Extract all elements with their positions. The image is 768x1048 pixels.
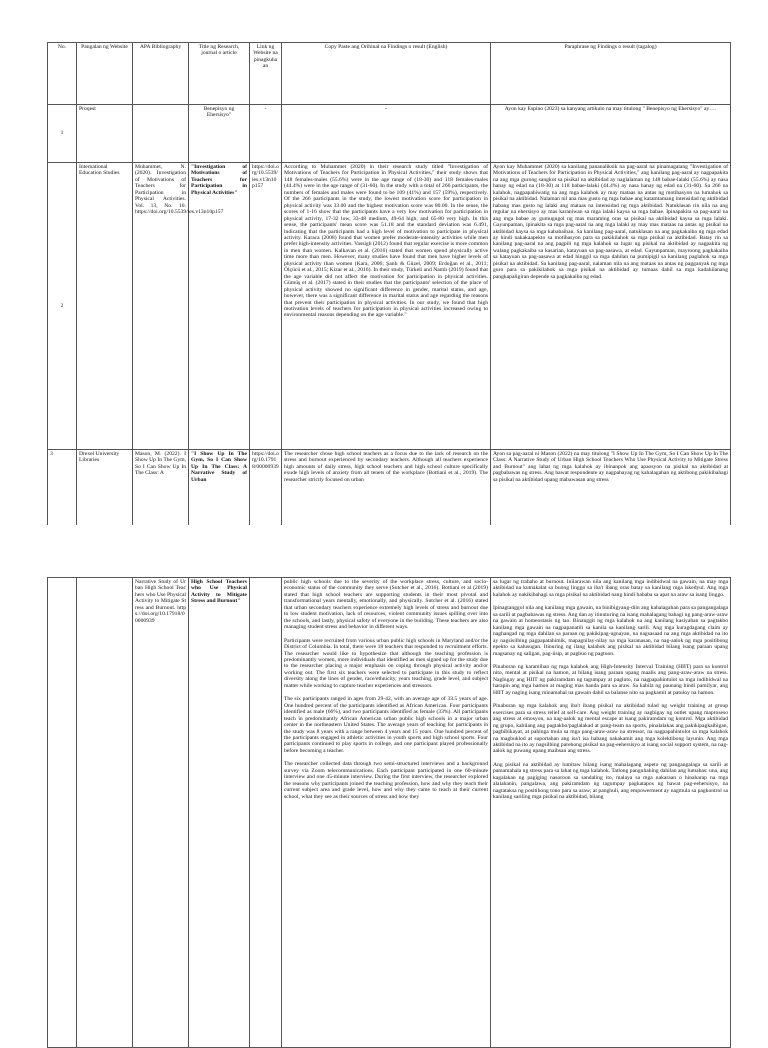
row-number: 2 <box>48 163 77 450</box>
table-row <box>48 450 731 527</box>
english-paragraph: The researcher collected data through two semi-structured interviews and a background survey via Zoom telecommunications. Each participant participated in one 60-minute interview and one 45-minute interview. During the first interview, the researcher explored the reasons why participants joined the teaching profession, how and why they teach their current subject area and grade level, how and why they came to teach at their current school, what they see as their sources of stress and how they <box>284 761 488 800</box>
row-english: - <box>282 105 491 163</box>
table-header-row <box>48 43 731 105</box>
table-row <box>48 163 731 450</box>
row-english: The researcher chose high school teachers as a focus due to the lack of research on the stress and burnout experienced by secondary teachers. Although all teachers experience high amounts of daily stress, high school teachers and high school culture specifically exude high levels of anxiety from all tenets of the workplace (Bottiani et al., 2019). The researcher strictly focused on urban <box>282 450 491 527</box>
english-paragraph: public high schools due to the severity of the workplace stress, culture, and socio-economic status of the community they serve (Sutcher et al., 2016). Bottiani et al (2019) stated that high school teachers are supporting students in their most pivotal and transformational years mentally, emotionally, and physically. Sutcher et al. (2016) stated that urban secondary teachers experience extremely high levels of stress and burnout due to low student motivation, lack of resources, violent community issues spilling over into the schools, and lastly, physical safety of everyone in the building. These teachers are also managing student stress and behavior in different ways. <box>284 579 488 631</box>
row-tagalog <box>491 578 731 1048</box>
row-website: Proqest <box>77 105 133 163</box>
row-number: 1 <box>48 105 77 163</box>
header-link: Link ng Website na pinagkuha an <box>250 43 282 105</box>
header-tagalog: Paraphrase ng Findings o result (tagalog) <box>491 43 731 105</box>
tagalog-paragraph: Pinaboran ng mga kalahok ang iba't ibang pisikal na aktibidad tulad ng weight training at group exercises para sa stress relief at self-care. Ang weight training ay nagbigay ng outlet upang maproseso ang stress at emosyon, na nag-aalok ng mental escape at isang pakiramdam ng kontrol. Mga aktibidad ng grupo, kabilang ang pagtakbo/paglalakad at pang-team na sports, pinalalakas ang pakikipagkaibigan, pagbibikayat, at pahinga mula sa mga pang-araw-araw na stressor, na nagpapahintulot sa mga kalahok na magbuklod at suportahan ang isa't isa habang nakakamit ang mga kolektibong layunin. Ang mga aktibidad na ito ay nagsilbing parehong pisikal na pag-eehersisyo at isang social support system, na nag-aalok ng puwang upang maibsan ang stress. <box>493 703 728 755</box>
table-row <box>48 578 731 1048</box>
row-tagalog: Ayon kay Espino (2023) sa kanyang artikulo na may titulong " Benepisyo ng Ehersisyo" ay…. <box>491 105 731 163</box>
header-website: Pangalan ng Website <box>77 43 133 105</box>
row-link[interactable]: https://doi.org/10.5539/ies.v13n10p157 <box>250 163 282 450</box>
page-2 <box>0 565 768 1024</box>
tagalog-paragraph: Ipinagtanggol nila ang kanilang mga gawain, na binibigyang-diin ang kahalagahan para sa pangangalaga sa sarili at pagbabawas ng stress. Ang dan ay itinuturing na isang mahalagang bahagi ng pang-araw-araw na gawain at homeostasis ng tao. Binanggit ng mga kalahok na ang kanilang kasiyahan sa pagtakbo kanilang mga gawain na nagpapanatili sa kanila sa kanilang sarili. Ang mga kuragdagang claim ay naghangad ng mga dahilan sa paraan ng pakikipag-ugnayan, na nagsasaad na ang mga aktibidad na ito ay nagsisilbing pagpapatahimik, mapagnilay-nilay na mga karanasan, na nag-aalok ng mga positibong epekto sa kalusugan. Itinuring ng ilang kalahok ang pisikal na aktibidad bilang isang paraan upang magsanay ng saligan, pag-iisip, at pagbuo ng pagtuon. <box>493 605 728 657</box>
research-table <box>47 42 731 527</box>
row-website: International Education Studies <box>77 163 133 450</box>
row-apa: Muhammet, N. (2020). Investigation of Motivations of Teachers for Participation in Physical Activities. Vol. 13, No. 10. https://doi.org/10.5539/ies.v13n10p157 <box>133 163 189 450</box>
english-paragraph: The six participants ranged in ages from 29-42, with an average age of 33.5 years of age. One hundred percent of the participants identified as African American. Four participants identified as male (66%), and two participants identified as female (33%). All participants teach in predominantly African American urban public high schools in a major urban center in the northeastern United States. The average years of teaching for participants in the study was 8 years with a range between 4 years and 15 years. One hundred percent of the participants engaged in athletic activities in youth sports and high school sports. Four participants continued to play sports in college, and one participant played professionally before becoming a teacher. <box>284 696 488 754</box>
row-link[interactable]: https://doi.org/10.17918/00000939 <box>250 450 282 527</box>
row-english: According to Muhammet (2020) in their research study titled "Investigation of Motivations of Teachers for Participation in Physical Activities," their study shows that 148 females-males (55.6%) were in the age range of (18-30) and 118 females-males (44.4%) were in the age range of (31-60). In the study with a total of 266 participants, the numbers of females and males were found to be 109 (41%) and 157 (59%), respectively. Of the 266 participants in the study, the lowest motivation score for participation in physical activity was 33.00 and the highest motivation score was 80.00. In the sense, the scores of 1-16 show that the participants have a very low motivation for participation in physical activity, 17-32 low, 33-48 medium, 49-64 high, and 65-80 very high. In this sense, the participants' mean score was 51.18 and the standard deviation was 6.491, indicating that the participants had a high level of motivation to participate in physical activity. Karaca (2008) found that women prefer moderate-intensity activities while men prefer high-intensity activities. Vassigh (2012) found that regular exercise is more common in men than women. Kalkavan et al. (2016) stated that women spend physically active time more than men. However, many studies have found that men have higher levels of physical activity than women (Kara, 2006; Şanlı & Güzel, 2009; Erdoğan et al., 2011; Ölçücü et al., 2015; Kizar et al., 2016). In their study, Türkeli and Namlı (2019) found that the age variable did not affect the motivation for participation in physical activities. Gümüş et al. (2017) stated in their studies that the participants' selection of the place of physical activity showed no significant difference in gender, marital status, and age, however, there was a significant difference in marital status and age regarding the reasons that prevent their participation in physical activities. In our study, we found that high motivation levels of teachers for participation in physical activities increased owing to environmental reasons depending on the age variable." <box>282 163 491 450</box>
header-title: Title ng Research, journal o article <box>189 43 250 105</box>
row-title: "I Show Up In The Gym, So I Can Show Up In The Class: A Narrative Study of Urban <box>189 450 250 527</box>
page-gap <box>0 525 768 565</box>
row-apa: Mason, M. (2022). I Show Up In The Gym, So I Can Show Up In The Class: A <box>133 450 189 527</box>
row-tagalog: Ayon sa pag-aaral ni Mason (2022) na may titulong "I Show Up In The Gym, So I Can Show Up In The Class: A Narrative Study of Urban High School Teachers Who Use Physical Activity to Mitigate Stress and Burnout" ang lahat ng mga kalahok ay ibinanpok ang apaosyon na pisikal na aktibidad at pagbabawas ng stress. Ang bawat respondente ay nagpahayag ng kahalagahan ng aktibong pakikibahagi sa pisikal na aktibidad upang mabawasan ang stress <box>491 450 731 527</box>
row-title: Benepisyo ng Ehersisyo" <box>189 105 250 163</box>
tagalog-paragraph: sa lugar ng trabaho at burnout. Inilarawan nila ang kanilang mga indibidwal na gawain, na may mga aktibidad na kumakalat sa buong linggo sa iba't ibang oras batay sa kanilang mga iskedyul. Ang mga kalahok ay nakikibahagi sa mga pisikal na aktibidad nang hindi bababa sa apat na araw sa isang linggo. <box>493 579 728 598</box>
tagalog-paragraph: Pinaboran ng karamihan ng mga kalahok ang High-Intensity Interval Training (HIIT) para sa kontrol nito, mental at pisikal na hamon, at bilang isang paraan upang maalis ang pang-araw-araw na stress. Nagbigay ang HIIT ng pakiramdam ng tagumpay at pagluto, na nagpapahintulot sa mga indibidwal na harapin ang mga hamon at maging mas handa para sa araw. Sa kabila ng paunang hindi pamilyar, ang HIIT ay naging isang minamahal na gawain dahil sa balanse nito sa pagkamit at patuloy na hamon. <box>493 663 728 696</box>
english-paragraph: Participants were recruited from various urban public high schools in Maryland and/or the District of Columbia. In total, there were 18 teachers that responded to recruitment efforts. The researcher would like to hypothesize that although the teaching profession is predominantly women, more individuals that identified as men signed up for the study due to the researcher placing a major emphasis on coping through physical activity and/or working out. The first six teachers were selected to participate in this study to reflect diversity along the lines of gender, race/ethnicity, years teaching, grade level, and subject matter while working to capture teacher experiences and stressors. <box>284 637 488 689</box>
row-website <box>77 578 133 1048</box>
row-link <box>250 578 282 1048</box>
row-title: "Investigation of Motivations of Teachers for Participation in Physical Activities" <box>189 163 250 450</box>
row-website: Drexel University Libraries <box>77 450 133 527</box>
header-no: No. <box>48 43 77 105</box>
row-apa: Narrative Study of Urban High School Teachers who Use Physical Activity to Mitigate Stress and Burnout. https://doi.org/10.17918/00000939 <box>133 578 189 1048</box>
table-row <box>48 105 731 163</box>
row-tagalog: Ayon kay Muhammet (2020) sa kanilang pananaliksik na pag-aaral na pinamagatang "Investigation of Motivations of Teachers for Participation in Physical Activities," ang kanilang pag-aaral ay nagpapakita na ang mga gurong sangkot sa pisikal na aktibidad ay naglalaman ng 148 babae-lalaki (55.6%) ay nasa hanay ng edad na (18-30) at 118 babae-lalaki (44.4%) ay nasa hanay ng edad na (31-60). Sa 266 na kalahok, nagpapahiwatig na ang mga kalahok ay may mataas na antas ng motibasyon na lumahok sa pisikal na aktibidad. Nalaman nil ana mas gusto ng mga babae ang katamtamang intensidad ng aktibidad habang mas gusto ng lalaki ang mataas na intensidad ng mga aktibidad. Natuklasan rin nila na ang regular na ehersisyo ay mas karaniwan sa mga lalaki kaysa sa mga babae. Ipinapakita sa pag-aaral na ang mga babae ay gumugugol ng mas maraming oras sa pisikal na aktibidad kaysa sa mga lalaki. Gayunpaman, ipinakita sa mga pag-aaral na ang mga lalaki ay may mas mataas na antas ng pisikal na aktibidad kaysa sa mga kababaihan. Sa kanilang pag-aaral, natuklasan na ang pagkakaiba ng mga edad ay hindi nakakaapekto sa motibasyon para sa pakikilahok sa mga pisikal na aktibidad. Batay rin sa kanilang pag-aaral na ang pagpili ng mga kalahok sa lugar ng pisikal na aktibidad ay nagpakita ng walang pagkakaiba sa kasarian, katayuan sa pag-aasawa, at edad. Gayunpaman, mayroong pagkakaiba sa katayuan sa pag-aasawa at edad hinggil sa mga dahilan na pumipigil sa kanilang paglahok sa mga pisikal na aktibidad. Sa kanilang pag-aaral, nalaman nila na ang mataas na antas ng pagganyak ng mga guro para sa pakikilahok sa mga pisikal na aktibidad ay tumaas dahil sa mga kadahilanang pangkapaligiran depende sa pagkakaiba ng edad. <box>491 163 731 450</box>
row-english <box>282 578 491 1048</box>
research-table-continued <box>47 577 731 1048</box>
row-number <box>48 578 77 1048</box>
header-english: Copy Paste ang Orihinal na Findings o result (English) <box>282 43 491 105</box>
row-apa <box>133 105 189 163</box>
tagalog-paragraph: Ang pisikal na aktibidad ay lumitaw bilang isang mahalagang aspeto ng pangangalaga sa sarili at pamamahala ng stress para sa lahat ng mga kalahok. Tatlong panguhahing dahilan ang lumabas: una, ang kagalakan ng pagiging nasoroon sa sandaling ito, malaya sa mga nakaraan o hinaharap na mga alalahanin, pangalawa, ang pakiramdam ng tagumpay pagkatapos ng bawat pag-eehersisyo, na nagtataksa ng positibong tono para sa araw; at panghuli, ang empowerment ay nagmula sa pagkontrol sa kanilang sariling mga pisikal na aktibidad, bilang <box>493 761 728 801</box>
header-apa: APA Bibliography <box>133 43 189 105</box>
row-title: High School Teachers who Use Physical Activity to Mitigate Stress and Burnout" <box>189 578 250 1048</box>
row-link: - <box>250 105 282 163</box>
row-number: 3 <box>48 450 77 527</box>
